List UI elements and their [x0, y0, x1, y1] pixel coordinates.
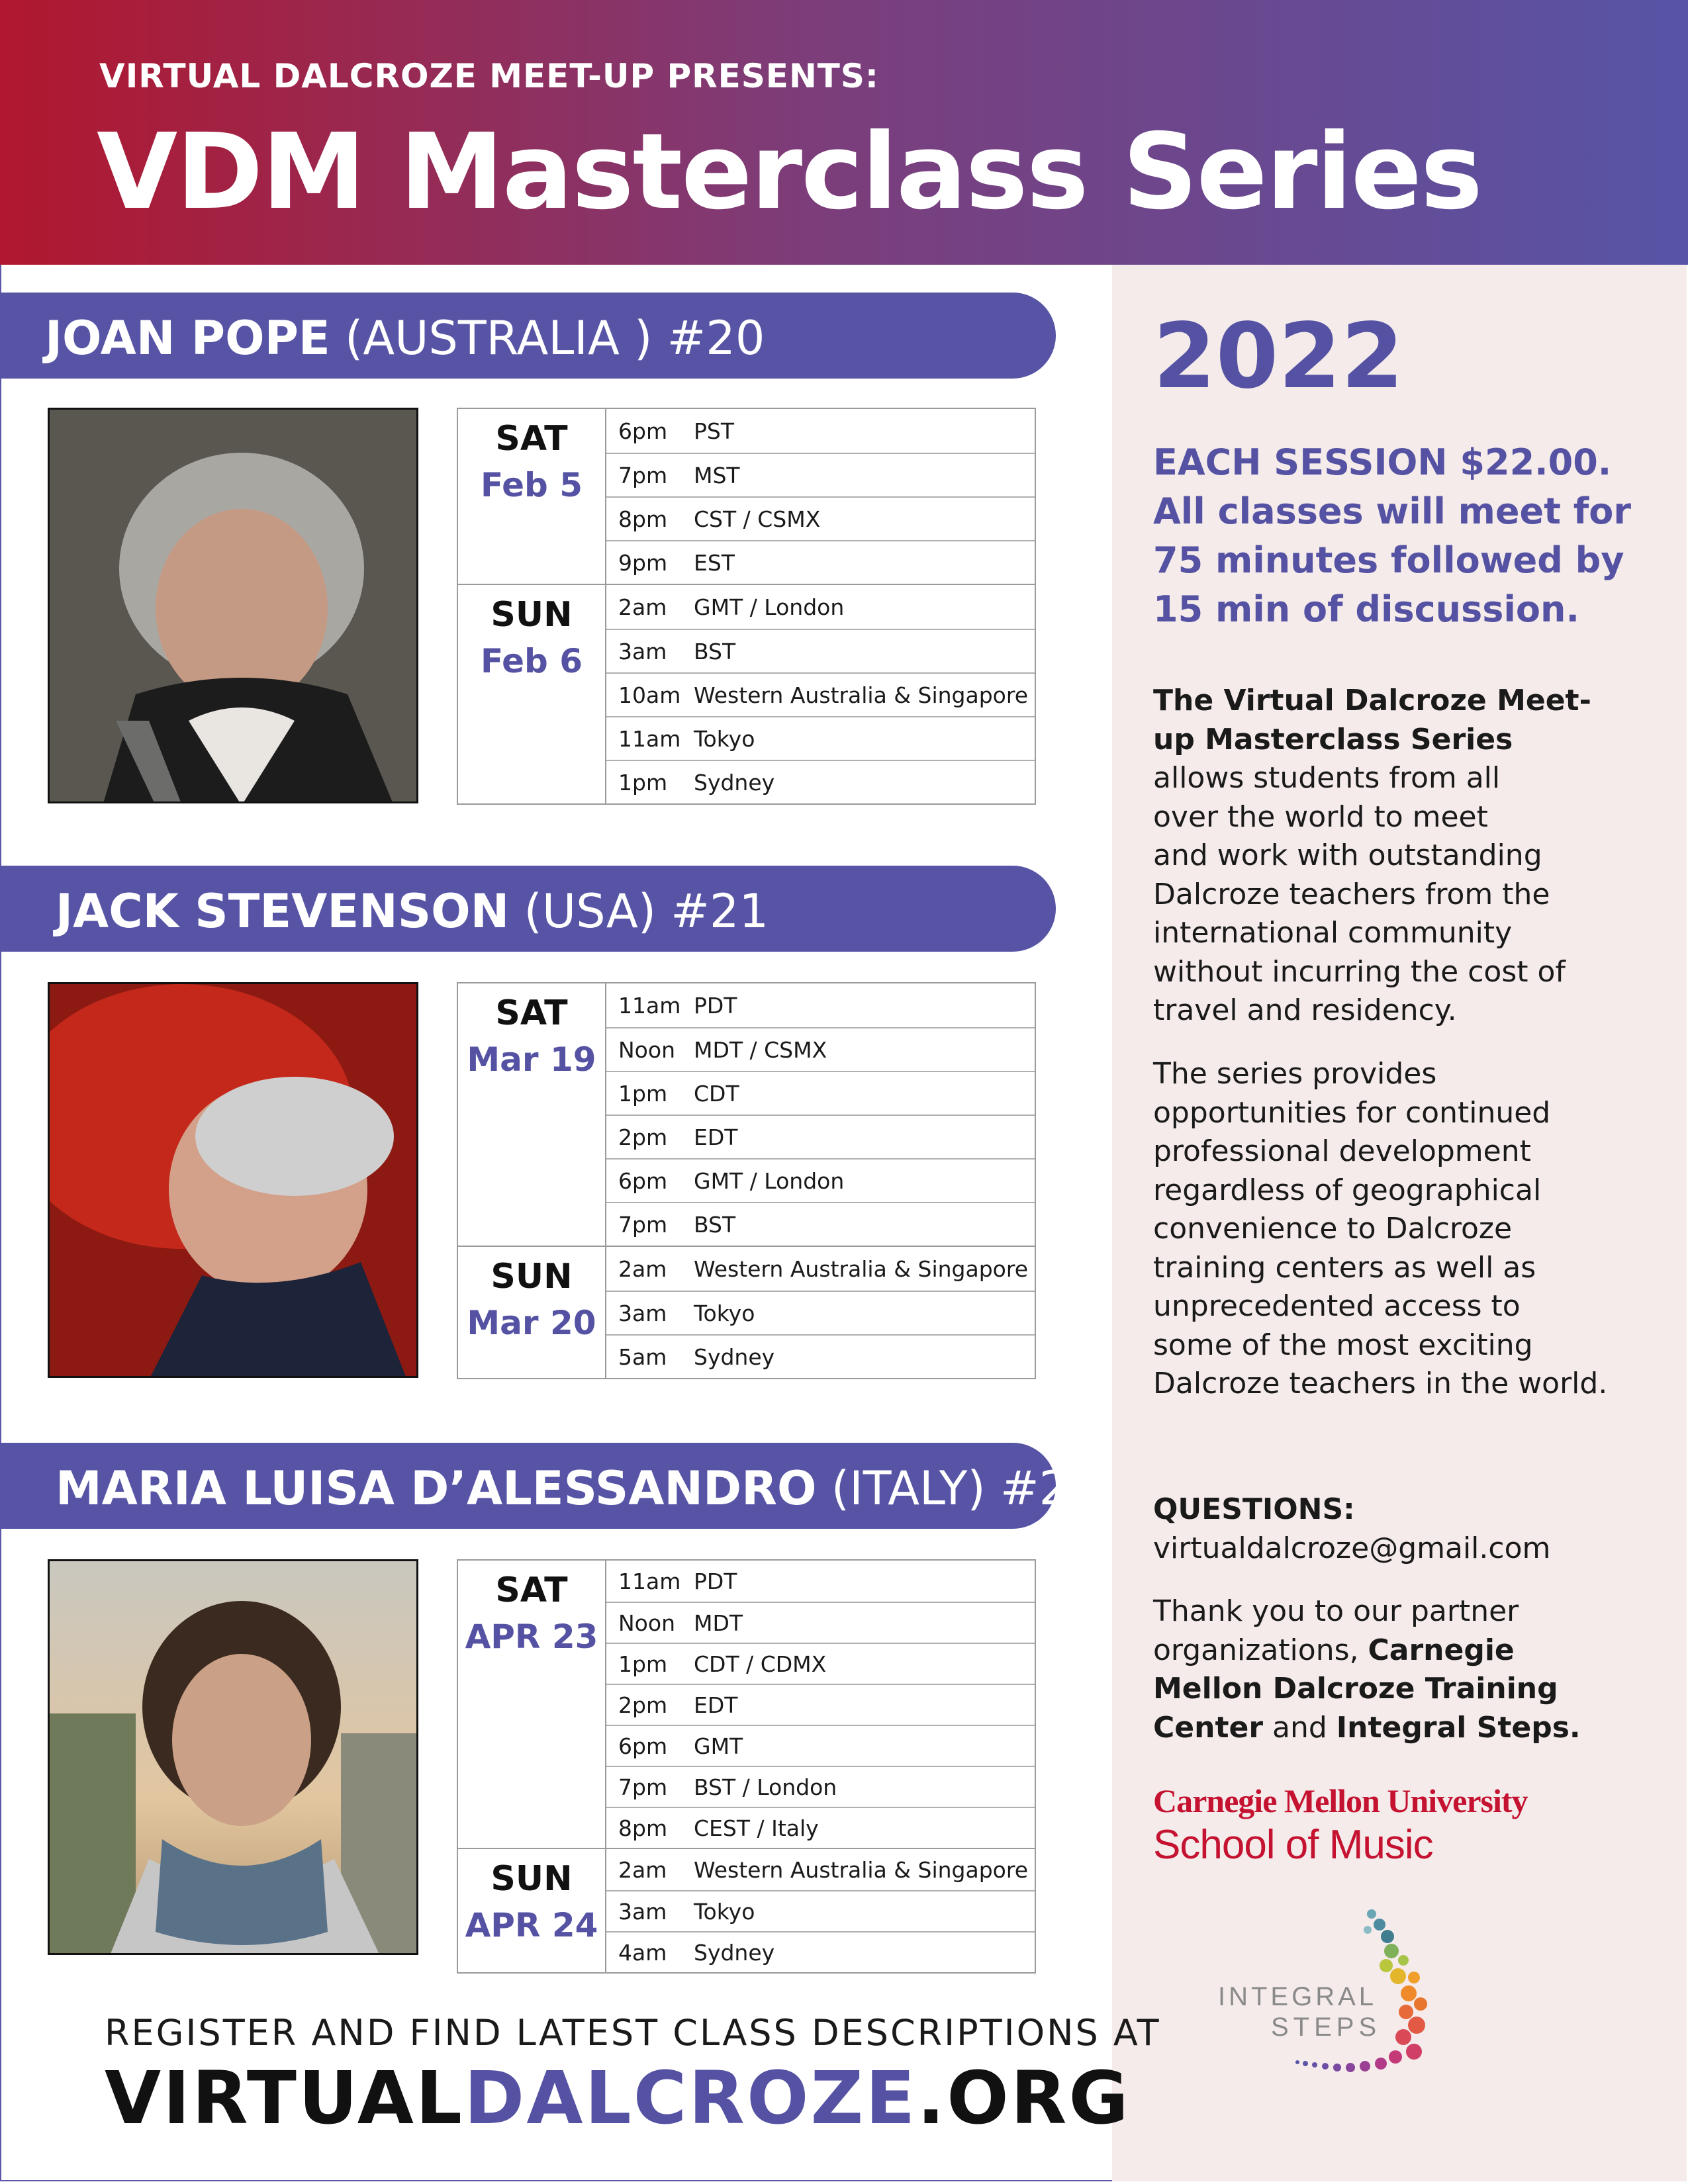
time-row: 10am Western Australia & Singapore: [606, 672, 1035, 716]
schedule-day: [458, 409, 1035, 584]
day-label: [458, 983, 606, 1246]
schedule-day: [458, 1246, 1035, 1378]
desc-line: training centers as well as: [1153, 1250, 1536, 1285]
thanks-text: organizations,: [1153, 1633, 1368, 1667]
desc-line: professional development: [1153, 1134, 1531, 1168]
schedule-table-3: [457, 1559, 1036, 1974]
thanks-line: [1153, 1631, 1617, 1670]
desc-line: Dalcroze teachers from the: [1153, 877, 1550, 911]
desc-line: without incurring the cost of: [1153, 954, 1566, 989]
instructor-name: JACK STEVENSON: [56, 884, 510, 938]
instructor-title-3: [56, 1461, 1098, 1516]
instructor-country-number: (ITALY) #22: [831, 1461, 1098, 1516]
session-line: EACH SESSION $22.00.: [1153, 441, 1612, 483]
integral-text: INTEGRAL: [1218, 1982, 1378, 2011]
header-banner: [0, 0, 1688, 265]
time-row: 8pm CST / CSMX: [606, 496, 1035, 540]
day-of-week: SUN: [491, 595, 573, 635]
day-label: [458, 1849, 606, 1972]
schedule-day: [458, 584, 1035, 803]
desc-line: some of the most exciting: [1153, 1328, 1533, 1362]
instructor-country-number: (AUSTRALIA ) #20: [345, 311, 765, 365]
day-label: [458, 1561, 606, 1848]
day-of-week: SAT: [495, 1570, 568, 1610]
instructor-photo-joan-pope: [48, 408, 418, 803]
schedule-table-1: [457, 408, 1036, 805]
desc-line: allows students from all: [1153, 761, 1501, 795]
time-row: 11am PDT: [618, 992, 737, 1019]
time-row: 5am Sydney: [606, 1334, 1035, 1378]
contact-block: [1153, 1490, 1617, 1568]
site-part: VIRTUAL: [105, 2056, 465, 2140]
integral-steps-logo: [1218, 1906, 1456, 2105]
time-row: 9pm EST: [606, 540, 1035, 584]
day-of-week: SAT: [495, 993, 568, 1033]
website-link[interactable]: [105, 2056, 1131, 2140]
contact-email[interactable]: virtualdalcroze@gmail.com: [1153, 1531, 1551, 1565]
desc-line: up Masterclass Series: [1153, 722, 1513, 756]
site-part: .ORG: [917, 2056, 1131, 2140]
time-row: 6pm PST: [618, 418, 735, 444]
desc-line: unprecedented access to: [1153, 1289, 1521, 1323]
desc-line: and work with outstanding: [1153, 839, 1542, 872]
steps-text: STEPS: [1271, 2013, 1382, 2042]
instructor-photo-jack-stevenson: [48, 982, 418, 1378]
time-row: Noon MDT / CSMX: [606, 1027, 1035, 1071]
time-row: 3am Tokyo: [606, 1291, 1035, 1334]
desc-line: regardless of geographical: [1153, 1173, 1542, 1207]
time-row: 6pm GMT / London: [606, 1158, 1035, 1202]
session-date: Feb 6: [480, 642, 583, 680]
site-part: DALCROZE: [464, 2056, 917, 2140]
partner-thanks: [1153, 1592, 1617, 1747]
time-row: 2am Western Australia & Singapore: [618, 1856, 1028, 1883]
session-date: APR 23: [465, 1617, 598, 1656]
partner-name: Center: [1153, 1710, 1264, 1745]
day-label: [458, 1247, 606, 1378]
schedule-table-2: [457, 982, 1036, 1379]
session-date: Mar 20: [467, 1304, 596, 1342]
day-label: [458, 409, 606, 584]
year: 2022: [1153, 304, 1404, 409]
desc-line: convenience to Dalcroze: [1153, 1212, 1513, 1246]
time-row: 7pm BST / London: [606, 1766, 1035, 1807]
thanks-line: [1153, 1709, 1617, 1748]
time-row: 1pm CDT / CDMX: [606, 1643, 1035, 1684]
series-description: [1153, 682, 1617, 1030]
time-row: 11am PDT: [618, 1568, 737, 1594]
time-row: 2pm EDT: [606, 1115, 1035, 1158]
desc-line: travel and residency.: [1153, 993, 1457, 1027]
session-pricing: [1153, 438, 1643, 634]
time-row: 3am BST: [606, 629, 1035, 672]
session-date: Mar 19: [467, 1040, 596, 1079]
day-label: [458, 585, 606, 803]
session-line: All classes will meet for: [1153, 490, 1631, 532]
instructor-name: MARIA LUISA D’ALESSANDRO: [56, 1461, 817, 1516]
thanks-line: Thank you to our partner: [1153, 1594, 1519, 1628]
time-row: 1pm CDT: [606, 1071, 1035, 1115]
series-benefits: [1153, 1055, 1617, 1404]
desc-line: The Virtual Dalcroze Meet-: [1153, 684, 1591, 717]
session-date: APR 24: [465, 1906, 598, 1944]
session-date: Feb 5: [480, 466, 583, 504]
time-row: 2am Western Australia & Singapore: [618, 1255, 1028, 1282]
day-of-week: SUN: [491, 1257, 573, 1297]
instructor-title-1: [45, 311, 765, 365]
cmu-logo-wordmark: Carnegie Mellon University: [1153, 1782, 1528, 1819]
questions-label: QUESTIONS:: [1153, 1492, 1355, 1526]
instructor-photo-maria-luisa: [48, 1559, 418, 1955]
instructor-title-2: [56, 884, 769, 938]
schedule-day: [458, 983, 1035, 1246]
desc-line: Dalcroze teachers in the world.: [1153, 1367, 1608, 1400]
instructor-country-number: (USA) #21: [524, 884, 769, 938]
session-line: 15 min of discussion.: [1153, 588, 1579, 630]
session-line: 75 minutes followed by: [1153, 539, 1624, 581]
time-row: 8pm CEST / Italy: [606, 1807, 1035, 1848]
thanks-line: Mellon Dalcroze Training: [1153, 1672, 1558, 1706]
time-row: 4am Sydney: [606, 1931, 1035, 1972]
time-row: 3am Tokyo: [606, 1890, 1035, 1931]
thanks-text: and: [1263, 1710, 1336, 1745]
time-row: 1pm Sydney: [606, 760, 1035, 803]
time-row: 2am GMT / London: [618, 594, 845, 620]
cmu-school-of-music: School of Music: [1153, 1822, 1433, 1868]
time-row: Noon MDT: [606, 1602, 1035, 1643]
desc-line: international community: [1153, 916, 1513, 950]
partner-name: Integral Steps.: [1336, 1710, 1581, 1745]
day-of-week: SUN: [491, 1859, 573, 1899]
time-row: 2pm EDT: [606, 1684, 1035, 1725]
register-text: REGISTER AND FIND LATEST CLASS DESCRIPTIONS AT: [105, 2012, 1161, 2054]
page-title: VDM Masterclass Series: [97, 111, 1481, 233]
partner-name: Carnegie: [1368, 1633, 1515, 1667]
desc-line: opportunities for continued: [1153, 1095, 1551, 1130]
time-row: 6pm GMT: [606, 1725, 1035, 1766]
time-row: 11am Tokyo: [606, 716, 1035, 760]
instructor-name: JOAN POPE: [45, 311, 330, 365]
time-row: 7pm BST: [606, 1202, 1035, 1246]
presenter-line: VIRTUAL DALCROZE MEET-UP PRESENTS:: [99, 57, 879, 95]
schedule-day: [458, 1561, 1035, 1848]
day-of-week: SAT: [495, 419, 568, 459]
desc-line: The series provides: [1153, 1057, 1437, 1091]
time-row: 7pm MST: [606, 453, 1035, 496]
schedule-day: [458, 1848, 1035, 1972]
desc-line: over the world to meet: [1153, 799, 1488, 834]
